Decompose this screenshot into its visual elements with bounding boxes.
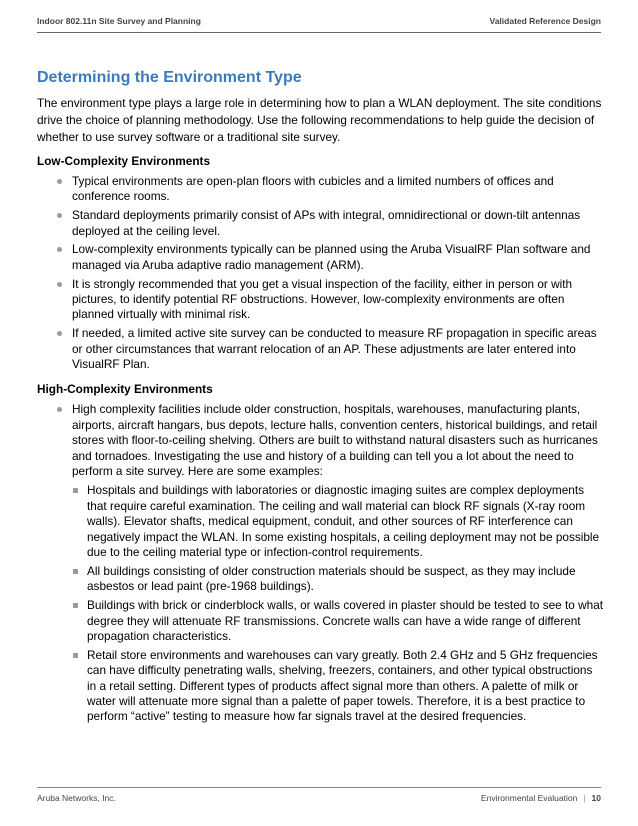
list-item (72, 242, 604, 273)
page-title: Determining the Environment Type (37, 69, 302, 86)
list-item (72, 174, 604, 205)
sub-list-item (87, 598, 604, 644)
footer-divider (37, 787, 601, 788)
sub-list-item (87, 483, 604, 560)
list-item-text: Low-complexity environments typically can be planned using the Aruba VisualRF Plan software and managed via Aruba adaptive radio management (ARM). (72, 242, 591, 272)
bullet-icon (57, 331, 62, 336)
bullet-icon (57, 179, 62, 184)
list-item (72, 326, 604, 372)
bullet-icon (57, 282, 62, 287)
bullet-icon (57, 213, 62, 218)
low-complexity-heading: Low-Complexity Environments (37, 154, 211, 168)
page-number: 10 (591, 793, 601, 803)
square-bullet-icon (73, 488, 78, 493)
list-item (72, 277, 604, 323)
high-complexity-list (37, 402, 604, 724)
header-doc-type: Validated Reference Design (489, 16, 601, 26)
list-item (72, 402, 604, 724)
page-content (37, 68, 604, 734)
examples-sublist (72, 483, 604, 724)
list-item-text: Standard deployments primarily consist of APs with integral, omnidirectional or down-tilt antennas deployed at the ceiling level. (72, 208, 581, 238)
bullet-icon (57, 407, 62, 412)
intro-paragraph: The environment type plays a large role in determining how to plan a WLAN deployment. The site conditions drive the choice of planning methodology. Use the following recommendations to help guide the decision of whether to use survey software or a traditional site survey. (37, 96, 602, 144)
footer-right (481, 793, 601, 803)
square-bullet-icon (73, 653, 78, 658)
high-complexity-heading: High-Complexity Environments (37, 382, 213, 397)
list-item-text: Typical environments are open-plan floors with cubicles and a limited numbers of offices and conference rooms. (72, 174, 554, 204)
header-divider (37, 32, 601, 33)
sub-list-item (87, 648, 604, 725)
sub-list-item-text: Retail store environments and warehouses can vary greatly. Both 2.4 GHz and 5 GHz frequencies can have difficulty penetrating walls, shelving, freezers, containers, and other typical obstructions in a retail setting. Different types of products affect signal more than others. A palette of milk or water will attenuate more signal than a palette of paper towels. Therefore, it is a best practice to perform “active” testing to measure how far signals travel at the desired frequencies. (87, 647, 598, 724)
square-bullet-icon (73, 603, 78, 608)
sub-list-item (87, 564, 604, 595)
footer-separator: | (583, 793, 586, 803)
square-bullet-icon (73, 569, 78, 574)
header-doc-title: Indoor 802.11n Site Survey and Planning (37, 16, 201, 26)
bullet-icon (57, 247, 62, 252)
page-footer (37, 793, 601, 803)
list-item-text: High complexity facilities include older construction, hospitals, warehouses, manufacturing plants, airports, aircraft hangars, bus depots, lecture halls, convention centers, historical buildings, and retail stores with floor-to-ceiling shelving. Others are built to withstand natural disasters such as hurricanes and tornadoes. Investigating the use and history of a building can tell you a lot about the need to perform a site survey. Here are some examples: (72, 402, 598, 479)
list-item (72, 208, 604, 239)
sub-list-item-text: Hospitals and buildings with laboratories or diagnostic imaging suites are complex deployments that require careful examination. The ceiling and wall material can block RF signals (X-ray room walls). Elevator shafts, medical equipment, conduit, and other sources of RF interference can negatively impact the WLAN. In some existing hospitals, a ceiling deployment may not be possible due to the ceiling material type or infection-control requirements. (87, 483, 600, 560)
page-header (37, 16, 601, 26)
sub-list-item-text: All buildings consisting of older construction materials should be suspect, as they may include asbestos or lead paint (pre-1968 buildings). (87, 563, 576, 594)
footer-section: Environmental Evaluation (480, 793, 578, 803)
list-item-text: If needed, a limited active site survey can be conducted to measure RF propagation in specific areas or other circumstances that warrant relocation of an AP. These adjustments are later entered into VisualRF Plan. (72, 326, 597, 372)
sub-list-item-text: Buildings with brick or cinderblock walls, or walls covered in plaster should be tested to see to what degree they will attenuate RF transmissions. Concrete walls can have a wide range of different propagation characteristics. (87, 598, 604, 643)
footer-company: Aruba Networks, Inc. (37, 793, 116, 803)
list-item-text: It is strongly recommended that you get a visual inspection of the facility, either in person or with pictures, to identify potential RF obstructions. However, low-complexity environments are often planned virtually with minimal risk. (72, 276, 573, 322)
low-complexity-list (37, 174, 604, 372)
